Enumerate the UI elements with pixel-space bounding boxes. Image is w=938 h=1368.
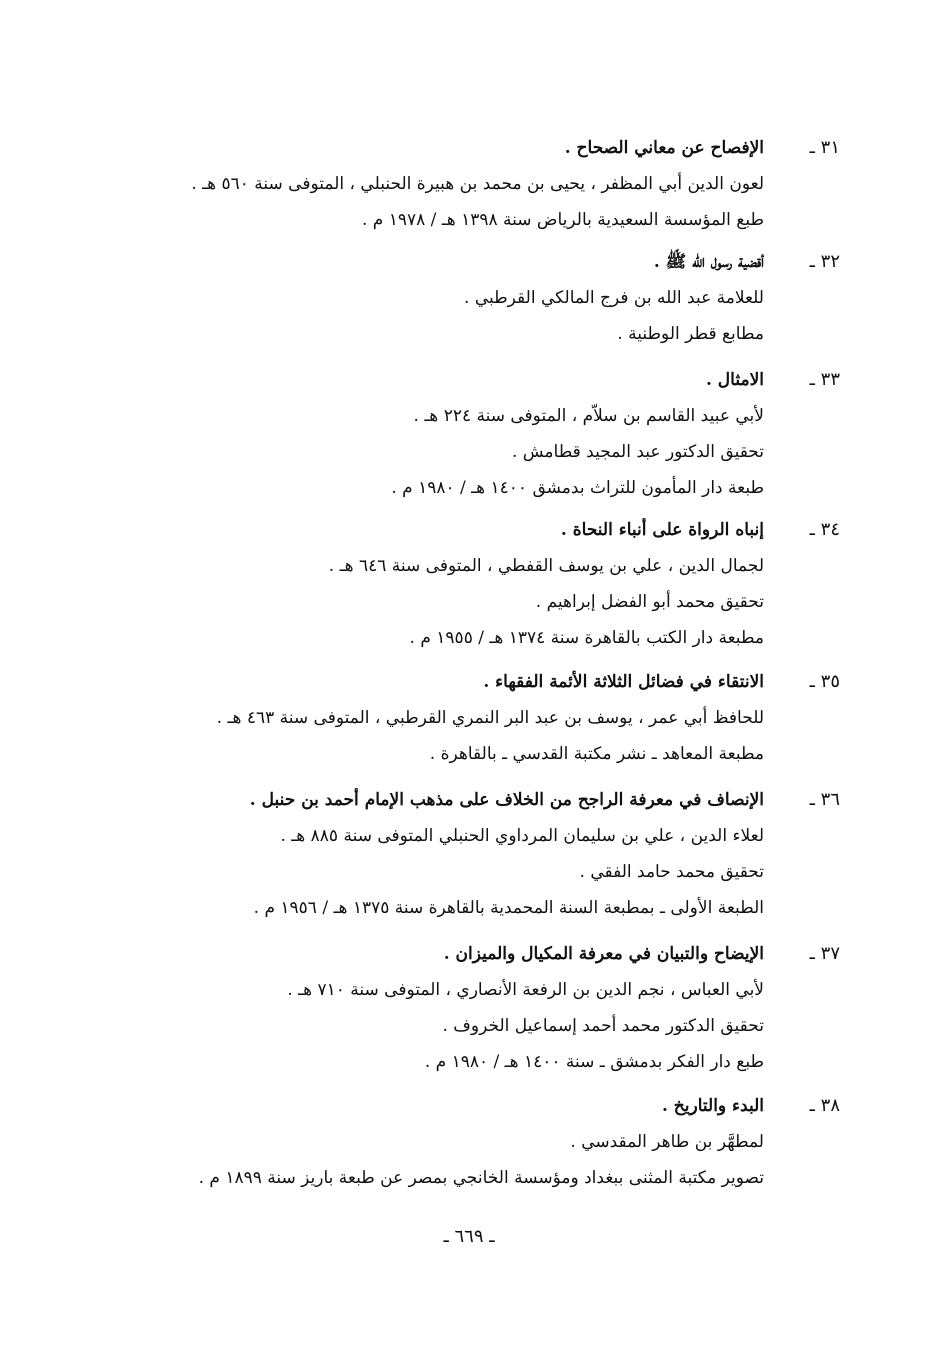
page-number: ـ ٦٦٩ ـ (443, 1226, 495, 1247)
entry-publication: الطبعة الأولى ـ بمطبعة السنة المحمدية بالقاهرة سنة ١٣٧٥ هـ / ١٩٥٦ م . (253, 898, 764, 918)
entry-publication: تصوير مكتبة المثنى ببغداد ومؤسسة الخانجي بمصر عن طبعة باريز سنة ١٨٩٩ م . (198, 1168, 764, 1188)
entry-number: ٣١ ـ (809, 137, 840, 158)
entry-editor: تحقيق محمد أبو الفضل إبراهيم . (535, 592, 764, 612)
entry-title: إنباه الرواة على أنباء النحاة . (560, 520, 764, 540)
entry-title: أقضية رسول الله ﷺ . (653, 252, 764, 272)
entry-editor: تحقيق محمد حامد الفقي . (579, 862, 764, 882)
entry-author: لمطهَّر بن طاهر المقدسي . (570, 1132, 764, 1152)
entry-number: ٣٥ ـ (809, 671, 840, 692)
entry-author: لعلاء الدين ، علي بن سليمان المرداوي الحنبلي المتوفى سنة ٨٨٥ هـ . (280, 826, 764, 846)
entry-number: ٣٧ ـ (809, 943, 840, 964)
entry-author: لجمال الدين ، علي بن يوسف القفطي ، المتوفى سنة ٦٤٦ هـ . (328, 556, 764, 576)
entry-publication: مطبعة دار الكتب بالقاهرة سنة ١٣٧٤ هـ / ١٩٥٥ م . (409, 628, 764, 648)
entry-number: ٣٣ ـ (809, 369, 840, 390)
entry-number: ٣٢ ـ (809, 251, 840, 272)
entry-number: ٣٤ ـ (809, 519, 840, 540)
entry-publication: طبع المؤسسة السعيدية بالرياض سنة ١٣٩٨ هـ / ١٩٧٨ م . (361, 210, 764, 230)
entry-author: لأبي العباس ، نجم الدين بن الرفعة الأنصاري ، المتوفى سنة ٧١٠ هـ . (287, 980, 764, 1000)
entry-title: الإيضاح والتبيان في معرفة المكيال والميزان . (443, 944, 764, 964)
entry-title: الامثال . (705, 370, 764, 390)
entry-editor: تحقيق الدكتور عبد المجيد قطامش . (511, 442, 764, 462)
entry-publication: مطبعة المعاهد ـ نشر مكتبة القدسي ـ بالقاهرة . (429, 744, 764, 764)
entry-title: الإفصاح عن معاني الصحاح . (564, 138, 764, 158)
entry-number: ٣٨ ـ (809, 1095, 840, 1116)
entry-author: للحافظ أبي عمر ، يوسف بن عبد البر النمري القرطبي ، المتوفى سنة ٤٦٣ هـ . (216, 708, 764, 728)
entry-author: لأبي عبيد القاسم بن سلاّم ، المتوفى سنة ٢٢٤ هـ . (413, 406, 764, 426)
entry-number: ٣٦ ـ (809, 789, 840, 810)
entry-title: الانتقاء في فضائل الثلاثة الأئمة الفقهاء . (483, 672, 764, 692)
entry-title: البدء والتاريخ . (661, 1096, 764, 1116)
entry-author: للعلامة عبد الله بن فرج المالكي القرطبي . (464, 288, 764, 308)
entry-author: لعون الدين أبي المظفر ، يحيى بن محمد بن هبيرة الحنبلي ، المتوفى سنة ٥٦٠ هـ . (191, 174, 764, 194)
entry-publication: مطابع قطر الوطنية . (617, 324, 764, 344)
entry-editor: تحقيق الدكتور محمد أحمد إسماعيل الخروف . (442, 1016, 764, 1036)
entry-publication: طبع دار الفكر بدمشق ـ سنة ١٤٠٠ هـ / ١٩٨٠ م . (424, 1052, 764, 1072)
entry-title: الإنصاف في معرفة الراجح من الخلاف على مذهب الإمام أحمد بن حنبل . (249, 790, 764, 810)
entry-publication: طبعة دار المأمون للتراث بدمشق ١٤٠٠ هـ / ١٩٨٠ م . (391, 478, 764, 498)
